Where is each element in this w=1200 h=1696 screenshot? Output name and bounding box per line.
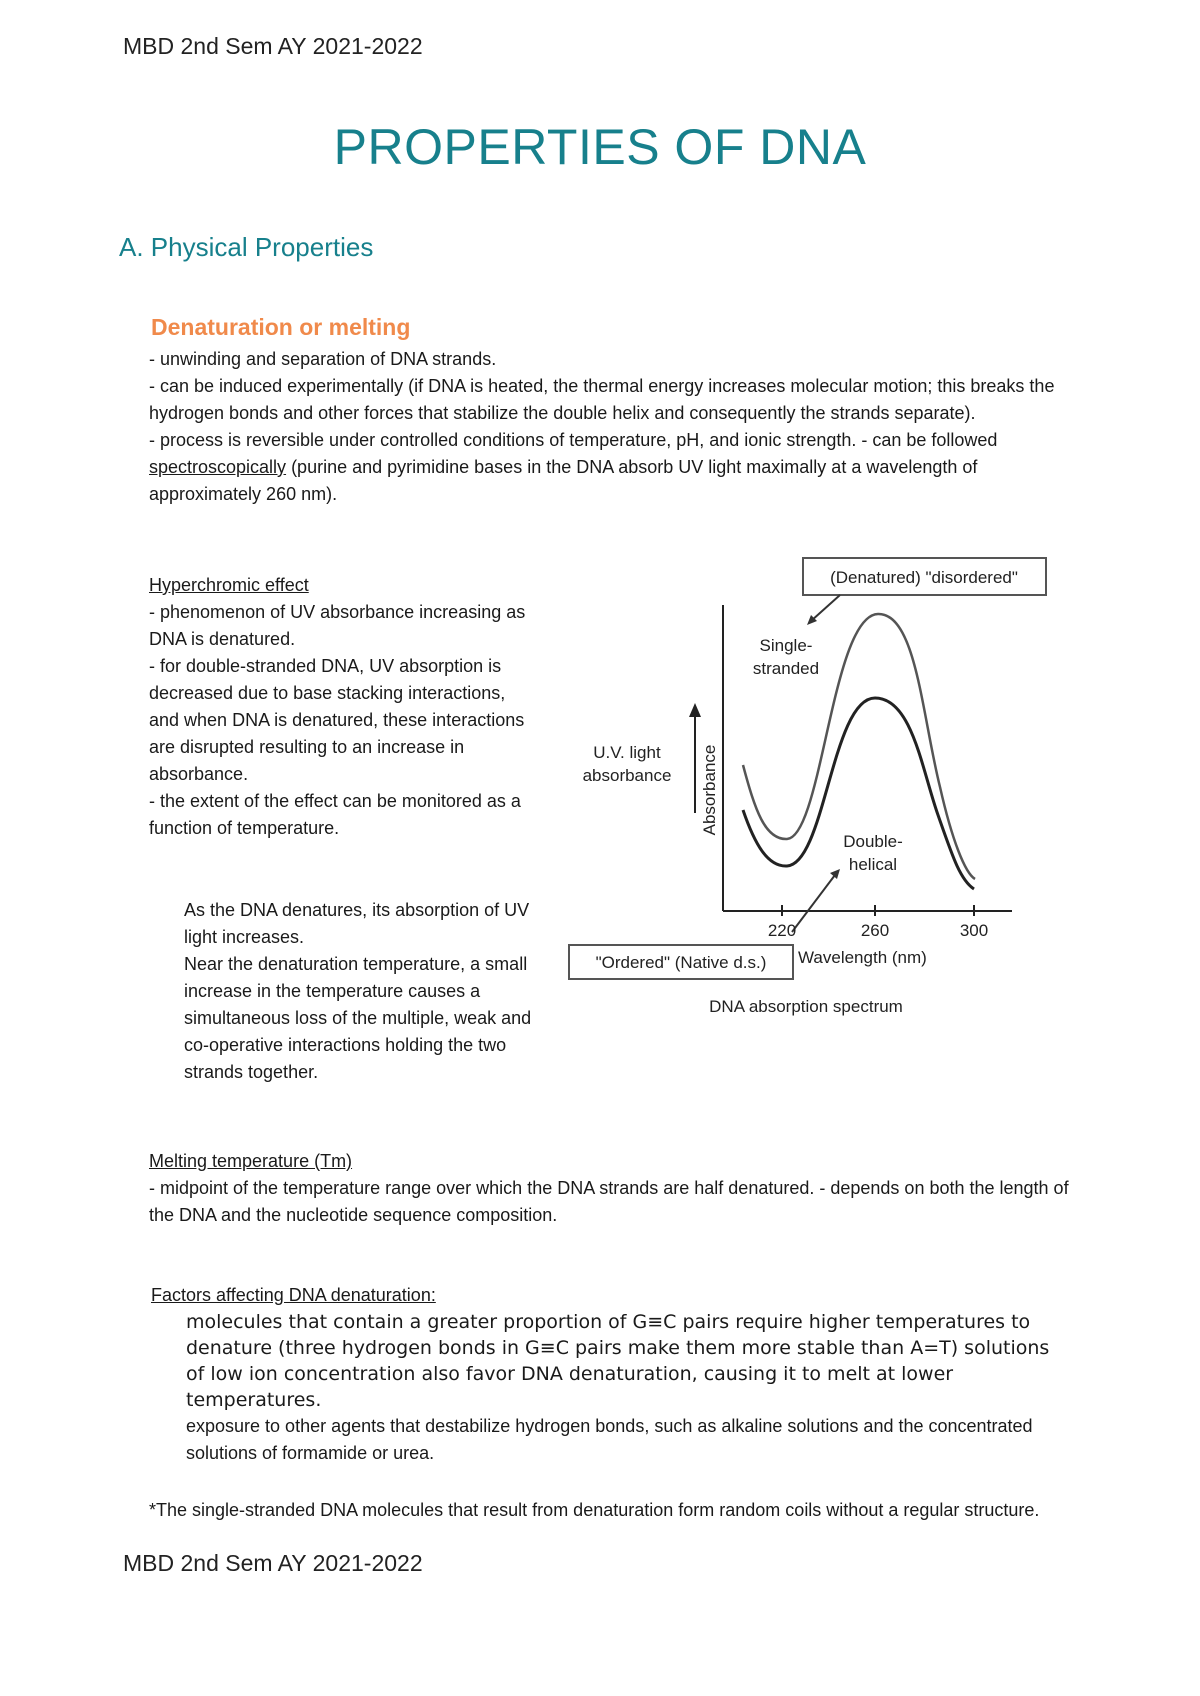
denaturation-heading: Denaturation or melting [151,314,411,340]
page-footer: MBD 2nd Sem AY 2021-2022 [123,1550,423,1576]
factors-heading: Factors affecting DNA denaturation: [151,1285,436,1305]
ordered-arrowhead [830,869,840,879]
spectroscopically-term: spectroscopically [149,457,287,477]
as-dna-line-1: As the DNA denatures, its absorption of UV light increases. [184,900,530,947]
absorbance-axis-label: Absorbance [700,744,719,836]
denaturation-line-1: - unwinding and separation of DNA strands. [149,349,497,369]
tick-label-220: 220 [767,921,797,940]
hyperchromic-block [149,572,529,842]
denaturation-line-3-post: (purine and pyrimidine bases in the DNA absorb UV light maximally at a wavelength of approximately 260 nm). [149,457,978,504]
hyperchromic-heading: Hyperchromic effect [149,575,309,595]
page-header: MBD 2nd Sem AY 2021-2022 [123,33,423,59]
absorption-spectrum-svg [560,555,1060,1035]
single-stranded-label-1: Single- [759,636,813,655]
double-helical-label-2: helical [848,855,898,874]
dna-absorption-figure [560,555,1060,1040]
uv-light-label-1: U.V. light [593,743,661,762]
melting-line-1: - midpoint of the temperature range over which the DNA strands are half denatured. - depends on both the length of the DNA and the nucleotide sequence composition. [149,1178,1069,1225]
tick-label-300: 300 [959,921,989,940]
note-block [149,1497,1069,1524]
melting-heading: Melting temperature (Tm) [149,1151,353,1171]
factors-block [151,1282,1051,1467]
factor-item-1: molecules that contain a greater proportion of G≡C pairs require higher temperatures to denature (three hydrogen bonds in G≡C pairs make them more stable than A=T) solutions of low ion concentration also favor DNA denaturation, causing it to melt at lower temperatures. [186,1311,1050,1411]
section-heading-physical-properties: A. Physical Properties [119,232,374,262]
tick-label-260: 260 [860,921,890,940]
melting-temperature-block [149,1148,1069,1229]
single-stranded-note: *The single-stranded DNA molecules that result from denaturation form random coils without a regular structure. [149,1500,1040,1520]
ordered-arrow [792,875,835,932]
denaturing-absorption-block [184,897,534,1086]
denatured-arrow [811,595,840,621]
factor-item-2: exposure to other agents that destabilize hydrogen bonds, such as alkaline solutions and the concentrated solutions of formamide or urea. [186,1416,1033,1463]
denatured-box-label: (Denatured) "disordered" [830,568,1018,587]
denaturation-line-3 [149,427,1069,508]
double-helical-label-1: Double- [843,832,903,851]
denaturation-line-2: - can be induced experimentally (if DNA is heated, the thermal energy increases molecular motion; this breaks the hydrogen bonds and other forces that stabilize the double helix and consequently the strands separate). [149,376,1055,423]
hyperchromic-line-2: - for double-stranded DNA, UV absorption is decreased due to base stacking interactions, and when DNA is denatured, these interactions are disrupted resulting to an increase in absorbance. [149,656,525,784]
uv-light-label-2: absorbance [582,766,672,785]
denaturation-line-3-pre: - process is reversible under controlled conditions of temperature, pH, and ionic strength. - can be followed [149,430,998,450]
ordered-box-label: "Ordered" (Native d.s.) [595,953,767,972]
hyperchromic-line-1: - phenomenon of UV absorbance increasing as DNA is denatured. [149,602,526,649]
hyperchromic-line-3: - the extent of the effect can be monitored as a function of temperature. [149,791,521,838]
single-stranded-label-2: stranded [752,659,820,678]
as-dna-line-2: Near the denaturation temperature, a small increase in the temperature causes a simultaneous loss of the multiple, weak and co-operative interactions holding the two strands together. [184,954,532,1082]
x-axis-label: Wavelength (nm) [798,948,927,967]
denaturation-body [149,346,1069,508]
absorbance-arrowhead [689,703,701,717]
page-title: PROPERTIES OF DNA [333,119,867,175]
figure-caption: DNA absorption spectrum [709,997,903,1016]
